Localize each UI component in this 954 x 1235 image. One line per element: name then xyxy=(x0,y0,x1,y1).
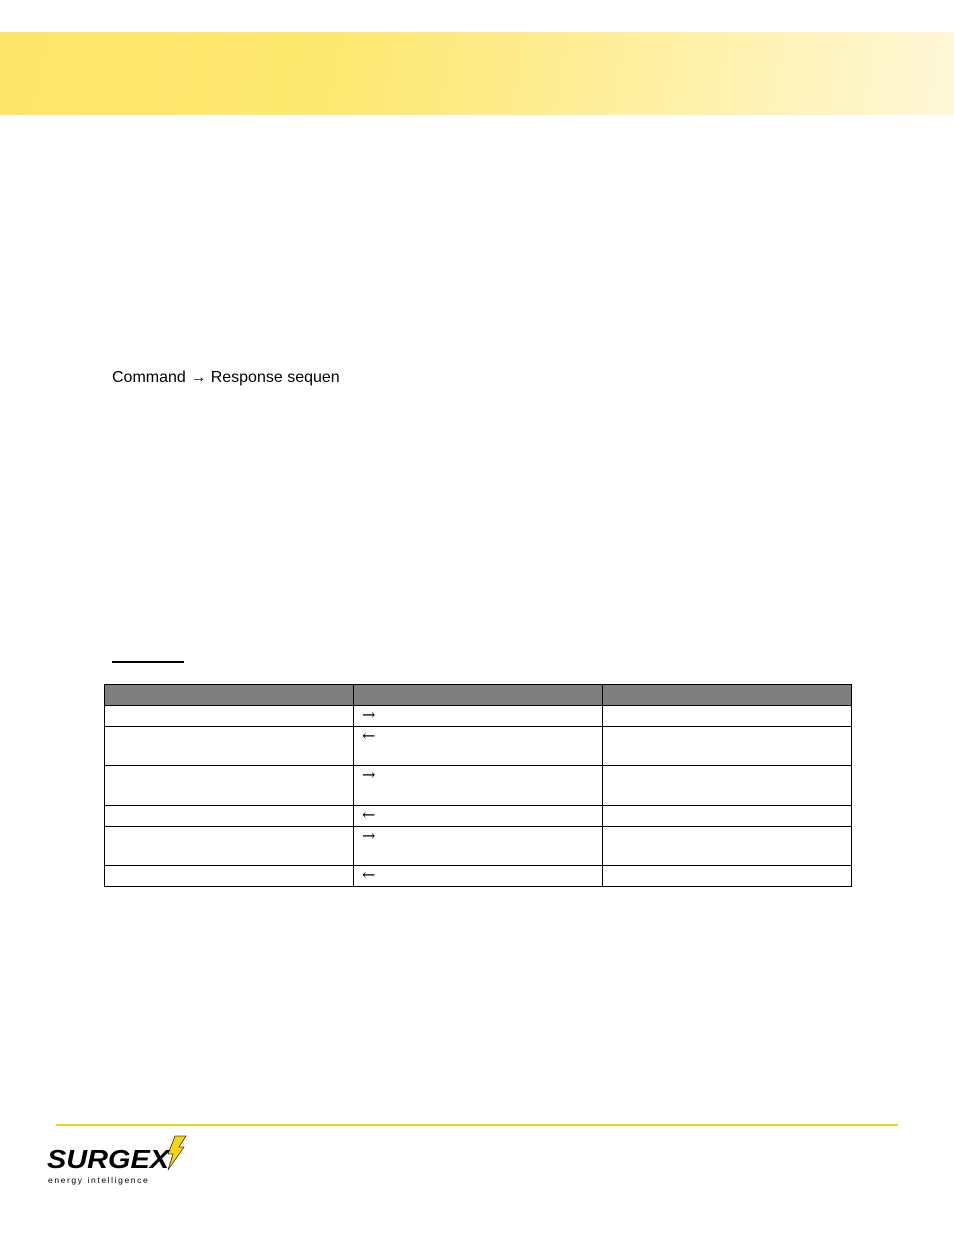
table-header-row xyxy=(105,685,852,706)
direction-arrow: ← xyxy=(354,866,603,887)
table-cell xyxy=(105,766,354,806)
table-cell xyxy=(105,706,354,727)
table-row xyxy=(105,866,852,887)
table-row xyxy=(105,806,852,827)
command-response-table xyxy=(104,684,852,887)
table-cell xyxy=(603,827,852,866)
table-cell xyxy=(105,727,354,766)
table-cell xyxy=(603,866,852,887)
table-cell xyxy=(603,806,852,827)
table-cell xyxy=(105,827,354,866)
table-header-cell xyxy=(105,685,354,706)
direction-arrow: ← xyxy=(354,727,603,766)
table-cell xyxy=(105,866,354,887)
table-row xyxy=(105,727,852,766)
table-row xyxy=(105,706,852,727)
table-cell xyxy=(105,806,354,827)
surgex-logo xyxy=(47,1134,192,1190)
table-row xyxy=(105,827,852,866)
table-row xyxy=(105,766,852,806)
lightning-bolt-icon xyxy=(168,1136,186,1170)
direction-arrow: ← xyxy=(354,806,603,827)
direction-arrow: → xyxy=(354,766,603,806)
logo-wordmark: SURGEX xyxy=(47,1144,171,1174)
logo-tagline: energy intelligence xyxy=(48,1175,150,1185)
table-header-cell xyxy=(354,685,603,706)
section-heading-underline xyxy=(112,661,184,663)
table-header-cell xyxy=(603,685,852,706)
direction-arrow: → xyxy=(354,706,603,727)
intro-text: Command → Response sequen xyxy=(112,369,340,386)
table-cell xyxy=(603,727,852,766)
header-band xyxy=(0,32,954,115)
table-cell xyxy=(603,766,852,806)
table-cell xyxy=(603,706,852,727)
direction-arrow: → xyxy=(354,827,603,866)
footer-rule xyxy=(56,1124,898,1126)
